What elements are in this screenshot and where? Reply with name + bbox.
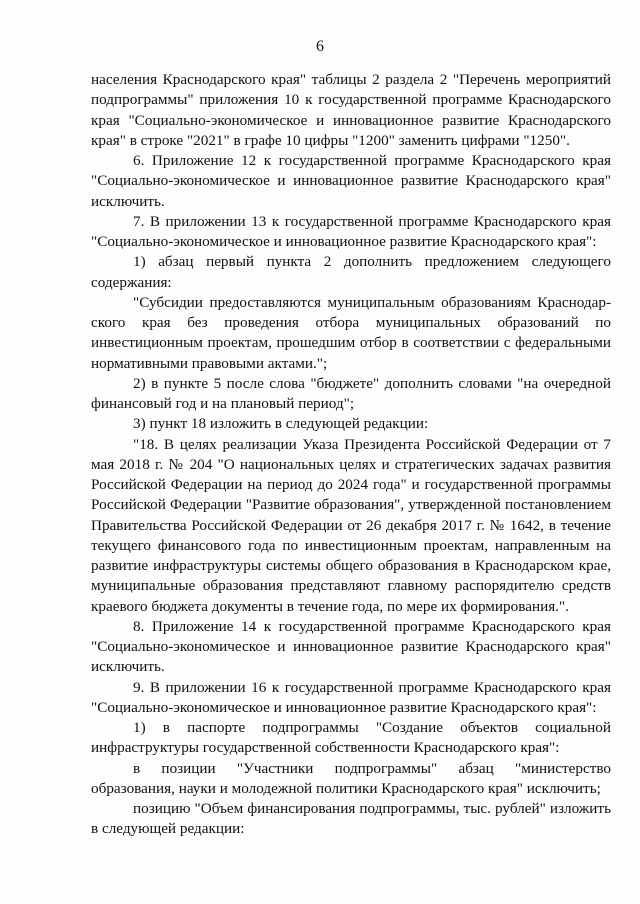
- paragraph-subitem-1: 1) абзац первый пункта 2 дополнить предложением следующего содержания:: [91, 253, 611, 291]
- paragraph-subitem-2: 2) в пункте 5 после слова "бюджете" дополнить словами "на очередной финансовый год и на плановый период";: [91, 374, 611, 412]
- paragraph-quote-subsidies: "Субсидии предоставляются муниципальным образованиям Краснодарского края без проведения отбора муниципальных образований по инвестиционным проектам, прошедшим отбор в соответствии с федеральными нормативными правовыми актами.";: [91, 293, 611, 372]
- paragraph-subitem-passport: 1) в паспорте подпрограммы "Создание объектов социальной инфраструктуры государственной собственности Краснодарского края":: [91, 719, 611, 757]
- paragraph-item-7: 7. В приложении 13 к государственной программе Краснодарского края "Социально-экономическое и инновационное развитие Краснодарского края":: [91, 212, 611, 250]
- paragraph-item-8: 8. Приложение 14 к государственной программе Краснодарского края "Социально-экономическое и инновационное развитие Краснодарского края" исключить.: [91, 617, 611, 676]
- paragraph-item-6: 6. Приложение 12 к государственной программе Краснодарского края "Социально-экономическое и инновационное развитие Краснодарского края" исключить.: [91, 152, 611, 210]
- page-number: 6: [316, 38, 324, 55]
- paragraph-continuation: населения Краснодарского края" таблицы 2 раздела 2 "Перечень мероприятий подпрограммы" приложения 10 к государственной программе Краснодарского края "Социально-экономическое и инновационное развитие Краснодарского края" в строке "2021" в графе 10 цифры "1200" заменить цифрами "1250".: [91, 71, 611, 149]
- paragraph-financing: позицию "Объем финансирования подпрограммы, тыс. рублей" изложить в следующей редакции:: [91, 800, 611, 838]
- paragraph-participants: в позиции "Участники подпрограммы" абзац "министерство образования, науки и молодежной политики Краснодарского края" исключить;: [91, 759, 611, 797]
- paragraph-quote-point-18: "18. В целях реализации Указа Президента Российской Федерации от 7 мая 2018 г. № 204 "О национальных целях и стратегических задачах развития Российской Федерации на период до 2024 года" и государственной программы Российской Федерации "Развитие образования", утвержденной постановлением Правительства Российской Федерации от 26 декабря 2017 г. № 1642, в течение текущего финансового года по инвестиционным проектам, направленным на развитие инфраструктуры системы общего образования в Краснодарском крае, муниципальные образования представляют главному распорядителю средств краевого бюджета документы в течение года, по мере их формирования.".: [91, 435, 611, 615]
- paragraph-subitem-3: 3) пункт 18 изложить в следующей редакции:: [133, 415, 429, 433]
- paragraph-item-9: 9. В приложении 16 к государственной программе Краснодарского края "Социально-экономическое и инновационное развитие Краснодарского края":: [91, 678, 611, 716]
- document-body: [91, 70, 611, 840]
